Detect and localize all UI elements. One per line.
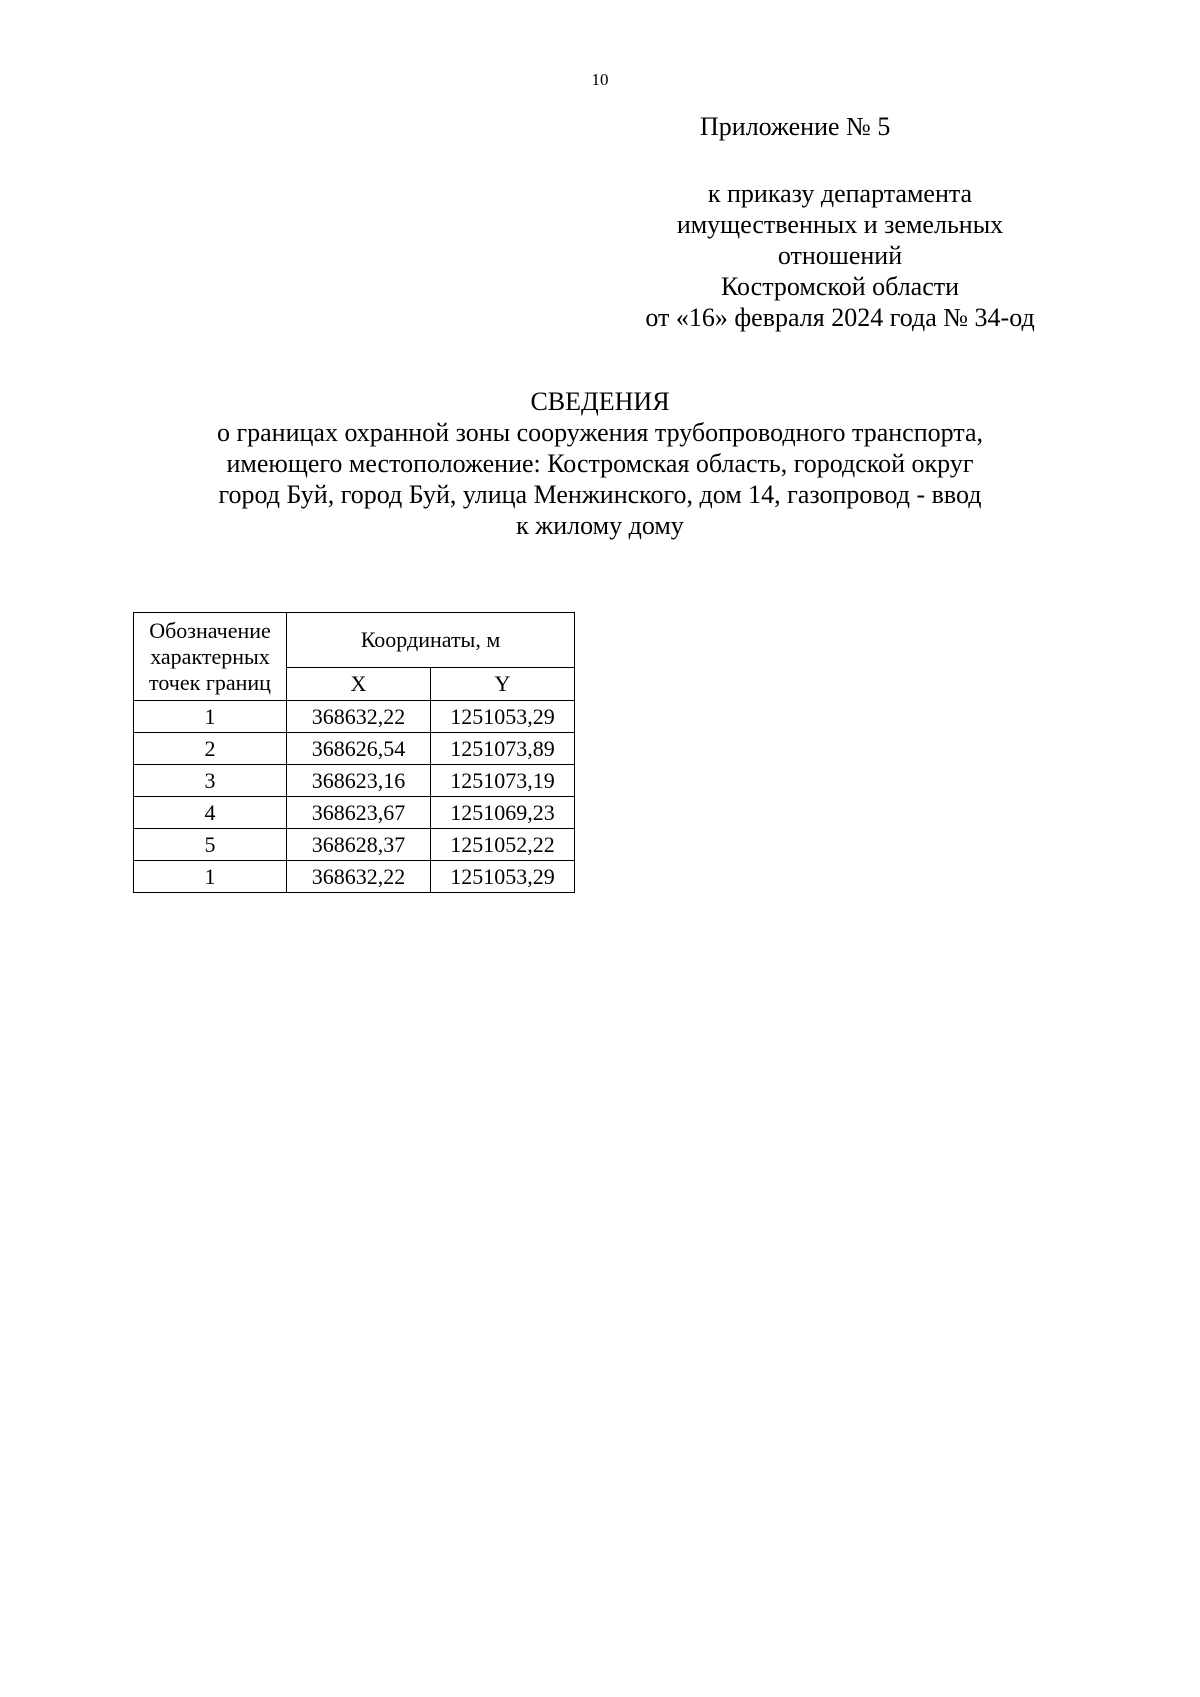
table-row	[134, 797, 575, 829]
document-subtitle-line: о границах охранной зоны сооружения трубопроводного транспорта,	[216, 418, 984, 447]
header-line: характерных	[150, 643, 270, 669]
header-line: Обозначение	[149, 617, 271, 643]
y-cell: 1251053,29	[431, 861, 575, 893]
document-heading	[0, 386, 1200, 541]
order-line: от «16» февраля 2024 года № 34-од	[645, 303, 1035, 332]
table-row	[134, 701, 575, 733]
table-row	[134, 861, 575, 893]
x-cell: 368632,22	[287, 861, 431, 893]
document-title: СВЕДЕНИЯ	[530, 387, 670, 416]
y-cell: 1251052,22	[431, 829, 575, 861]
header-line: точек границ	[149, 669, 271, 695]
order-line: имущественных и земельных	[676, 210, 1004, 239]
y-cell: 1251073,19	[431, 765, 575, 797]
appendix-title: Приложение № 5	[700, 112, 891, 141]
point-cell: 4	[134, 797, 287, 829]
x-cell: 368623,16	[287, 765, 431, 797]
x-cell: 368623,67	[287, 797, 431, 829]
order-line: Костромской области	[720, 272, 960, 301]
point-cell: 5	[134, 829, 287, 861]
x-header: X	[287, 668, 431, 701]
y-cell: 1251069,23	[431, 797, 575, 829]
document-subtitle-line: имеющего местоположение: Костромская область, городской округ	[226, 449, 974, 478]
coordinates-table	[133, 612, 575, 893]
document-subtitle-line: к жилому дому	[516, 511, 684, 540]
y-cell: 1251053,29	[431, 701, 575, 733]
order-line: отношений	[777, 241, 903, 270]
point-cell: 1	[134, 861, 287, 893]
table-row	[134, 733, 575, 765]
order-reference	[600, 178, 1080, 333]
table-row	[134, 829, 575, 861]
coordinates-header: Координаты, м	[287, 613, 575, 668]
y-cell: 1251073,89	[431, 733, 575, 765]
point-cell: 2	[134, 733, 287, 765]
x-cell: 368626,54	[287, 733, 431, 765]
table-row	[134, 765, 575, 797]
table-header-row	[134, 613, 575, 668]
x-cell: 368632,22	[287, 701, 431, 733]
document-subtitle-line: город Буй, город Буй, улица Менжинского, дом 14, газопровод - ввод	[218, 480, 982, 509]
order-line: к приказу департамента	[707, 179, 973, 208]
x-cell: 368628,37	[287, 829, 431, 861]
point-cell: 3	[134, 765, 287, 797]
point-designation-header	[134, 613, 287, 701]
y-header: Y	[431, 668, 575, 701]
page-number: 10	[591, 70, 609, 89]
point-cell: 1	[134, 701, 287, 733]
